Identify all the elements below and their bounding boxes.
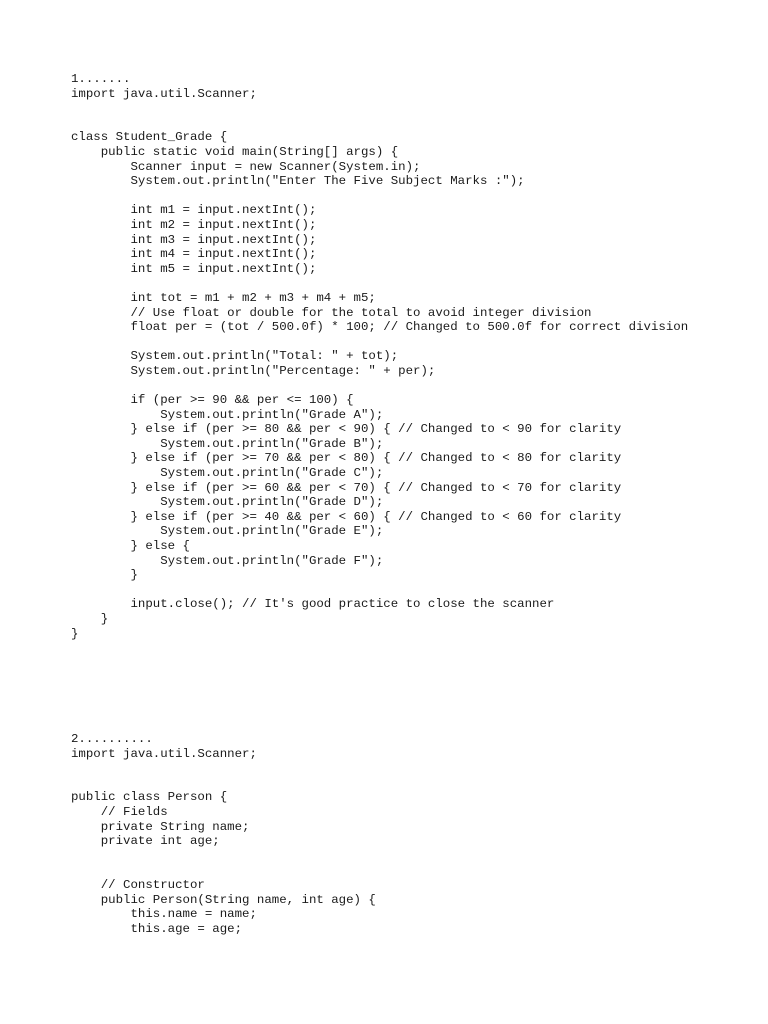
code-line: if (per >= 90 && per <= 100) { <box>71 393 354 408</box>
code-line: } else if (per >= 40 && per < 60) { // Changed to < 60 for clarity <box>71 509 622 524</box>
code-line: } else if (per >= 80 && per < 90) { // Changed to < 90 for clarity <box>71 422 622 437</box>
code-line <box>71 101 688 116</box>
code-line: System.out.println("Grade E"); <box>71 524 384 539</box>
code-line: } <box>71 611 109 626</box>
code-line: import java.util.Scanner; <box>71 86 257 101</box>
code-line: } else { <box>71 539 190 553</box>
code-line: this.name = name; <box>71 907 257 922</box>
code-line <box>71 849 376 864</box>
code-line: System.out.println("Enter The Five Subject Marks :"); <box>71 174 525 189</box>
code-line: int tot = m1 + m2 + m3 + m4 + m5; <box>71 290 376 305</box>
code-line: System.out.println("Grade C"); <box>71 466 384 481</box>
code-line: System.out.println("Percentage: " + per); <box>71 363 436 378</box>
code-line: } else if (per >= 70 && per < 80) { // Changed to < 80 for clarity <box>71 451 622 466</box>
code-line: public Person(String name, int age) { <box>71 892 376 907</box>
code-line: class Student_Grade { <box>71 130 228 145</box>
code-line: private int age; <box>71 834 220 849</box>
code-line: } else if (per >= 60 && per < 70) { // Changed to < 70 for clarity <box>71 480 622 495</box>
code-line: int m4 = input.nextInt(); <box>71 247 317 262</box>
code-line: int m3 = input.nextInt(); <box>71 232 317 247</box>
code-line: public static void main(String[] args) { <box>71 144 399 159</box>
code-line: // Use float or double for the total to avoid integer division <box>71 305 592 320</box>
code-line <box>71 116 688 131</box>
code-line: } <box>71 626 79 641</box>
code-line: private String name; <box>71 819 250 834</box>
code-line: // Constructor <box>71 877 205 892</box>
code-line: float per = (tot / 500.0f) * 100; // Changed to 500.0f for correct division <box>71 320 689 335</box>
code-line: Scanner input = new Scanner(System.in); <box>71 159 421 174</box>
code-line: System.out.println("Grade A"); <box>71 407 384 422</box>
code-line: 2.......... <box>71 732 153 746</box>
code-line: import java.util.Scanner; <box>71 746 257 761</box>
code-line: int m1 = input.nextInt(); <box>71 203 317 218</box>
code-line <box>71 776 376 791</box>
code-line: input.close(); // It's good practice to close the scanner <box>71 597 555 612</box>
code-line: this.age = age; <box>71 921 243 936</box>
code-line <box>71 863 376 878</box>
code-line: 1....... <box>71 72 131 86</box>
code-block-2 <box>71 732 376 936</box>
code-block-1 <box>71 72 688 641</box>
code-line: } <box>71 568 138 583</box>
code-line: System.out.println("Grade F"); <box>71 553 384 568</box>
code-line <box>71 335 688 350</box>
code-line <box>71 378 688 393</box>
code-line <box>71 189 688 204</box>
code-line: System.out.println("Total: " + tot); <box>71 349 399 364</box>
code-line: int m5 = input.nextInt(); <box>71 261 317 276</box>
code-line: public class Person { <box>71 790 228 805</box>
code-line: // Fields <box>71 804 168 819</box>
code-line: System.out.println("Grade B"); <box>71 436 384 451</box>
code-line: System.out.println("Grade D"); <box>71 495 384 510</box>
code-line <box>71 761 376 776</box>
code-line <box>71 583 688 598</box>
code-line: int m2 = input.nextInt(); <box>71 217 317 232</box>
code-line <box>71 276 688 291</box>
